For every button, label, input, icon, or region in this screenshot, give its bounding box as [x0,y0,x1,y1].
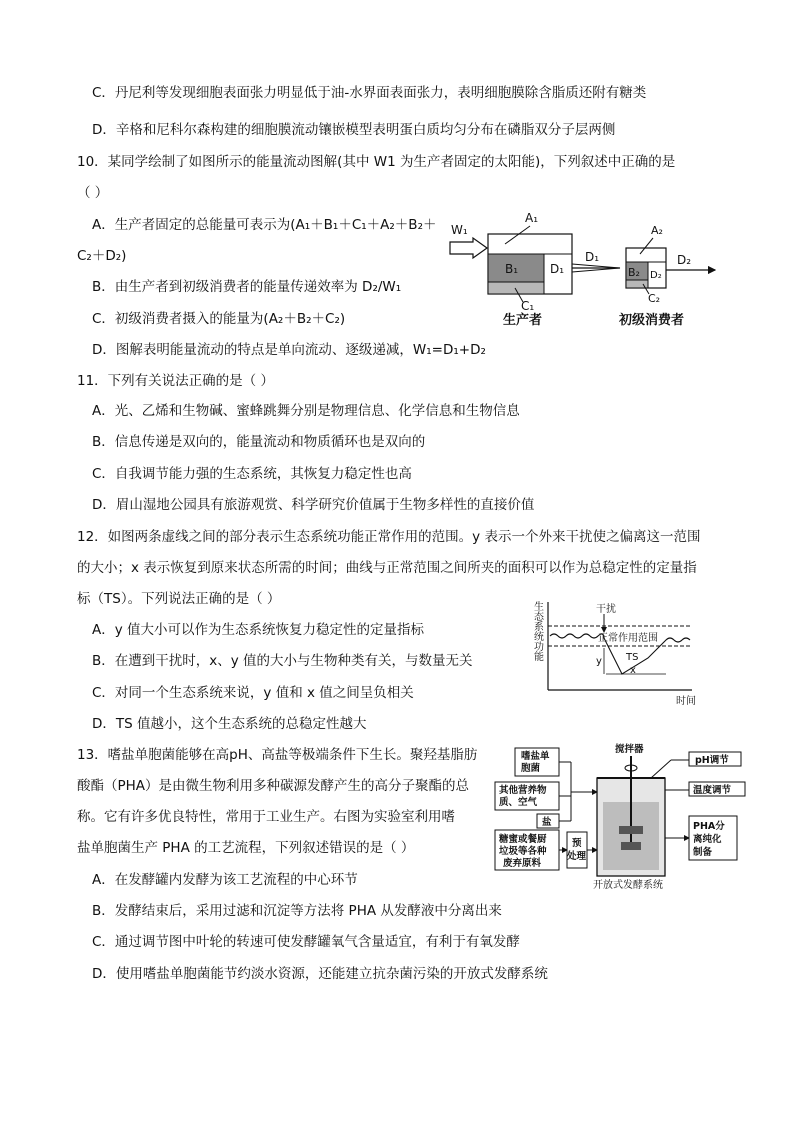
q11-option-c: C．自我调节能力强的生态系统，其恢复力稳定性也高 [92,466,412,482]
d2-box-label: D₂ [650,270,662,281]
q11-stem: 11．下列有关说法正确的是（ ） [77,373,274,389]
q12-option-b: B．在遭到干扰时，x、y 值的大小与生物种类有关，与数量无关 [92,653,473,669]
d1-arrow-label: D₁ [585,250,600,264]
d1-box-label: D₁ [550,262,565,276]
q13-stem-1: 13．嗜盐单胞菌能够在高pH、高盐等极端条件下生长。聚羟基脂肪 [77,747,478,763]
d2-arrow-label: D₂ [677,253,692,267]
graph-y-var: y [596,656,602,667]
q10-option-a-cont: C₂＋D₂) [77,248,127,264]
graph-y-label: 生态系统功能 [534,602,544,663]
q13-stem-3: 称。它有许多优良特性，常用于工业生产。右图为实验室利用嗜 [77,809,455,825]
c1-label: C₁ [521,299,535,313]
q12-option-a: A．y 值大小可以作为生态系统恢复力稳定性的定量指标 [92,622,425,638]
stability-graph [530,598,700,710]
graph-ts-label: TS [626,652,639,663]
q12-option-c: C．对同一个生态系统来说，y 值和 x 值之间呈负相关 [92,685,414,701]
stirrer-label: 搅拌器 [615,744,644,755]
q13-option-a: A．在发酵罐内发酵为该工艺流程的中心环节 [92,872,358,888]
q13-option-c: C．通过调节图中叶轮的转速可使发酵罐氧气含量适宜，有利于有氧发酵 [92,934,520,950]
q11-option-a: A．光、乙烯和生物碱、蜜蜂跳舞分别是物理信息、化学信息和生物信息 [92,403,520,419]
q12-option-d: D．TS 值越小，这个生态系统的总稳定性越大 [92,716,367,732]
q10-option-a: A．生产者固定的总能量可表示为(A₁＋B₁＋C₁＋A₂＋B₂＋ [92,217,437,233]
producer-caption: 生产者 [503,313,543,328]
q9-option-d: D．辛格和尼科尔森构建的细胞膜流动镶嵌模型表明蛋白质均匀分布在磷脂双分子层两侧 [92,122,616,138]
q13-stem-4: 盐单胞菌生产 PHA 的工艺流程，下列叙述错误的是（ ） [77,840,415,856]
system-caption: 开放式发酵系统 [593,880,663,891]
q9-option-c: C．丹尼利等发现细胞表面张力明显低于油-水界面表面张力，表明细胞膜除含脂质还附有糖类 [92,85,647,101]
graph-x-label: 时间 [676,696,696,707]
q12-stem-1: 12．如图两条虚线之间的部分表示生态系统功能正常作用的范围。y 表示一个外来干扰使之偏离这一范围 [77,529,701,545]
graph-x-var: x [630,665,636,676]
energy-flow-diagram [445,206,720,330]
input-waste: 糖蜜或餐厨垃圾等各种废弃原料 [499,834,547,869]
q13-option-b: B．发酵结束后，采用过滤和沉淀等方法将 PHA 从发酵液中分离出来 [92,903,502,919]
input-salt: 盐 [542,817,552,828]
q10-option-d: D．图解表明能量流动的特点是单向流动、逐级递减，W₁=D₁+D₂ [92,342,486,358]
c2-label: C₂ [648,292,661,305]
a1-label: A₁ [525,211,539,225]
pretreat-label: 预处理 [567,838,587,862]
q10-option-c: C．初级消费者摄入的能量为(A₂＋B₂＋C₂) [92,311,346,327]
input-nutrients: 其他营养物质、空气 [499,785,547,808]
graph-range-label: 正常作用范围 [598,633,658,644]
q13-stem-2: 酸酯（PHA）是由微生物利用多种碳源发酵产生的高分子聚酯的总 [77,778,470,794]
q10-option-b: B．由生产者到初级消费者的能量传递效率为 D₂/W₁ [92,279,402,295]
b1-label: B₁ [505,262,519,276]
consumer-caption: 初级消费者 [619,313,685,328]
a2-label: A₂ [651,224,663,237]
input-bacteria: 嗜盐单胞菌 [521,751,550,774]
graph-disturb-label: 干扰 [596,604,616,615]
w1-label: W₁ [451,223,468,237]
temp-control-label: 温度调节 [693,785,732,796]
q10-blank: （ ） [77,185,109,201]
pha-output-label: PHA分离纯化制备 [693,821,725,858]
b2-label: B₂ [628,266,640,279]
q12-stem-2: 的大小；x 表示恢复到原来状态所需的时间；曲线与正常范围之间所夹的面积可以作为总稳定性的定量指 [77,560,697,576]
q12-stem-3: 标（TS）。下列说法正确的是（ ） [77,591,281,607]
q11-option-b: B．信息传递是双向的，能量流动和物质循环也是双向的 [92,434,426,450]
q10-stem: 10．某同学绘制了如图所示的能量流动图解(其中 W1 为生产者固定的太阳能)，下列叙述中正确的是 [77,154,676,170]
fermentation-diagram [493,742,757,892]
ph-control-label: pH调节 [695,755,729,766]
q13-option-d: D．使用嗜盐单胞菌能节约淡水资源，还能建立抗杂菌污染的开放式发酵系统 [92,966,548,982]
q11-option-d: D．眉山湿地公园具有旅游观赏、科学研究价值属于生物多样性的直接价值 [92,497,535,513]
